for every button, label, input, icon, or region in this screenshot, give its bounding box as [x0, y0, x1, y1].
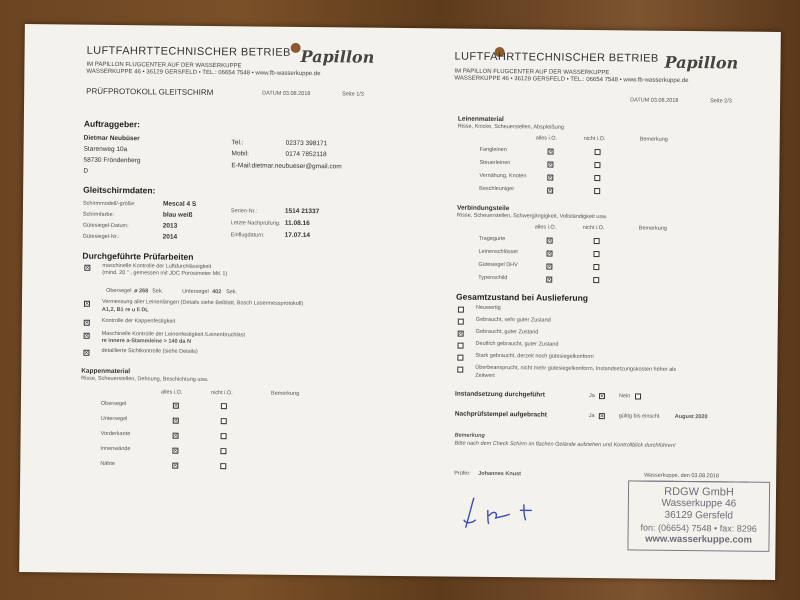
lower-value: 402: [212, 289, 222, 296]
model-value: Mescal 4 S: [162, 200, 197, 208]
col-remark: Bemerkung: [639, 136, 668, 143]
tel-value: 02373 398171: [285, 139, 328, 148]
stamp-yes-box[interactable]: ×: [599, 413, 604, 421]
lines-row-label: Vernähung, Knoten: [479, 172, 527, 180]
condition-heading: Gesamtzustand bei Auslieferung: [456, 291, 589, 303]
condition-box[interactable]: [458, 307, 464, 313]
nok-box[interactable]: [595, 149, 601, 155]
check-box[interactable]: ×: [84, 349, 89, 357]
nok-box[interactable]: [221, 403, 227, 409]
lines-row-label: Fangleinen: [479, 146, 507, 154]
check-box[interactable]: ×: [84, 319, 89, 327]
col-remark: Bemerkung: [271, 390, 300, 397]
canopy-row-label: Innenwände: [100, 445, 131, 453]
unit-label: Sek.: [226, 289, 238, 296]
client-heading: Auftraggeber:: [83, 118, 141, 130]
repair-no-box[interactable]: [635, 393, 641, 399]
condition-item: Überbeansprucht, nicht mehr gütesiegelkonform, Instandsetzungskosten höher als: [475, 364, 677, 373]
remark-heading: Bemerkung: [454, 432, 485, 439]
page-number: Seite 2/3: [710, 98, 732, 105]
repair-yes-label: Ja: [588, 392, 595, 400]
papillon-logo: Papillon: [664, 52, 739, 73]
client-name: Dietmar Neubüser: [83, 134, 140, 143]
glider-heading: Gleitschirmdaten:: [83, 184, 156, 196]
serial-value: 1514 21337: [284, 207, 320, 216]
color-label: Schirmfarbe:: [82, 211, 115, 219]
col-nok: nicht i.O.: [583, 135, 606, 143]
lines-subtitle: Risse, Knicke, Scheuerstellen, Abspleißung: [457, 123, 564, 131]
ok-box[interactable]: ×: [173, 447, 178, 455]
client-street: Starenweg 10a: [83, 145, 128, 154]
ok-box[interactable]: ×: [173, 462, 178, 470]
canopy-heading: Kappenmaterial: [81, 367, 131, 376]
check-box[interactable]: ×: [85, 264, 90, 272]
papillon-logo: Papillon: [300, 46, 375, 67]
nok-box[interactable]: [593, 251, 599, 257]
flight-date-value: 17.07.14: [284, 231, 311, 240]
color-value: blau weiß: [162, 211, 193, 219]
stamp-line-2: Wasserkuppe 46: [661, 497, 737, 510]
company-sub1: IM PAPILLON FLUGCENTER AUF DER WASSERKUPPE: [86, 61, 242, 70]
condition-box[interactable]: [458, 319, 464, 325]
condition-item: Gebraucht, guter Zustand: [475, 328, 539, 336]
col-ok: alles i.O.: [535, 135, 558, 142]
flight-date-label: Einflugdatum:: [230, 232, 265, 239]
last-check-label: Letzte Nachprüfung:: [230, 220, 281, 227]
nok-box[interactable]: [594, 162, 600, 168]
nok-box[interactable]: [594, 175, 600, 181]
nok-box[interactable]: [221, 433, 227, 439]
company-sub2: WASSERKUPPE 46 • 36129 GERSFELD • TEL.: 06654 7548 • www.fb-wasserkuppe.de: [454, 75, 689, 85]
col-remark: Bemerkung: [638, 225, 667, 232]
condition-box[interactable]: [458, 343, 464, 349]
page-2: [397, 28, 781, 580]
condition-box[interactable]: [457, 355, 463, 361]
connector-row-label: Typenschild: [478, 274, 508, 282]
company-sub1: IM PAPILLON FLUGCENTER AUF DER WASSERKUPPE: [454, 68, 610, 77]
connector-row-label: Leinenschlösser: [478, 248, 519, 256]
col-ok: alles i.O.: [161, 389, 183, 396]
condition-item: Neuwertig: [475, 304, 501, 312]
company-sub2: WASSERKUPPE 46 • 36129 GERSFELD • TEL.: 06654 7548 • www.fb-wasserkuppe.de: [86, 68, 321, 78]
check-item-text: Maschinelle Kontrolle der Leinenfestigkeit /Leinenbruchlast: [101, 330, 246, 339]
email-value: E-Mail:dietmar.neubueser@gmail.com: [231, 162, 342, 171]
mobile-label: Mobil:: [231, 150, 249, 158]
nok-box[interactable]: [221, 418, 227, 424]
valid-until-label: gültig bis einschl.: [618, 413, 661, 420]
seal-date-value: 2013: [162, 222, 178, 230]
protocol-sheet: [19, 24, 781, 580]
stamp-line-3: 36129 Gersfeld: [664, 509, 734, 522]
nok-box[interactable]: [593, 264, 599, 270]
ok-box[interactable]: ×: [173, 417, 178, 425]
condition-item: Deutlich gebraucht, guter Zustand: [475, 340, 559, 348]
condition-extra: Zeitwert: [475, 372, 495, 379]
condition-item: Gebraucht, sehr guter Zustand: [475, 316, 551, 324]
company-name: LUFTFAHRTTECHNISCHER BETRIEB: [454, 50, 659, 65]
company-stamp: [627, 480, 770, 551]
ok-box[interactable]: ×: [548, 148, 553, 156]
check-item-text: Kontrolle der Kappenfestigkeit: [101, 317, 176, 325]
canopy-row-label: Obersegel: [100, 400, 127, 408]
connectors-subtitle: Risse, Scheuerstellen, Schwergängigkeit, Vollständigkeit usw.: [456, 212, 608, 221]
stamp-line-4: fon: (06654) 7548 • fax: 8296: [640, 522, 757, 534]
check-item-detail: A1,2, B1 re u li DL: [101, 306, 149, 314]
lower-label: Untersegel: [182, 288, 209, 295]
ok-box[interactable]: ×: [547, 237, 552, 245]
page-1: [19, 24, 403, 576]
mobile-value: 0174 7852118: [285, 150, 327, 159]
seal-nr-label: Gütesiegel-Nr.:: [82, 233, 120, 241]
connectors-heading: Verbindungsteile: [456, 204, 510, 213]
punch-hole: [291, 43, 301, 53]
connector-row-label: Tragegurte: [478, 235, 506, 243]
check-item-text: Vermessung aller Leinenlängen (Details siehe Beiblatt, Bosch Lasermessprotokoll): [101, 298, 304, 307]
check-item-text: detaillierte Sichtkontrolle (siehe Details): [101, 347, 198, 355]
signature: [458, 494, 548, 540]
protocol-date: DATUM 03.08.2018: [630, 97, 679, 104]
examiner-label: Prüfer:: [454, 470, 471, 477]
repair-yes-box[interactable]: ×: [599, 393, 605, 401]
protocol-date: DATUM 03.08.2018: [262, 90, 311, 98]
col-ok: alles i.O.: [534, 224, 557, 231]
place-date: Wasserkuppe, den 03.08.2018: [644, 472, 719, 480]
stamp-yes-label: Ja: [588, 412, 595, 420]
col-nok: nicht i.O.: [582, 224, 605, 232]
company-name: LUFTFAHRTTECHNISCHER BETRIEB: [86, 44, 291, 59]
nok-box[interactable]: [593, 277, 599, 283]
ok-box[interactable]: ×: [173, 432, 178, 440]
protocol-title: PRÜFPROTOKOLL GLEITSCHIRM: [86, 86, 214, 98]
client-country: D: [83, 167, 89, 175]
condition-item: Stark gebraucht, derzeit noch gütesiegelkonform: [475, 352, 594, 361]
remark-text: Bitte nach dem Check Schirm im flachen Gelände aufziehen und Kontrollblick durchführen!: [454, 440, 676, 449]
stamp-line-5: www.wasserkuppe.com: [645, 533, 752, 546]
connector-row-label: Gütesiegel DHV: [478, 261, 518, 269]
lines-row-label: Steuerleinen: [479, 159, 511, 167]
ok-box[interactable]: ×: [548, 174, 553, 182]
model-label: Schirmmodell/-größe:: [82, 200, 136, 208]
seal-date-label: Gütesiegel-Datum:: [82, 222, 129, 230]
valid-until-date: August 2020: [674, 413, 708, 421]
last-check-value: 11.08.16: [284, 219, 310, 228]
seal-nr-value: 2014: [162, 233, 178, 241]
upper-value: ø 268: [134, 288, 149, 295]
nok-box[interactable]: [220, 448, 226, 454]
canopy-row-label: Nähte: [100, 460, 116, 468]
check-box[interactable]: ×: [84, 300, 90, 308]
ok-box[interactable]: ×: [547, 276, 552, 284]
ok-box[interactable]: ×: [547, 250, 552, 258]
unit-label: Sek.: [152, 288, 164, 295]
serial-label: Serien-Nr.:: [230, 208, 258, 215]
check-box[interactable]: ×: [84, 332, 89, 340]
checks-heading: Durchgeführte Prüfarbeiten: [82, 250, 194, 262]
lines-row-label: Beschleuniger: [479, 185, 515, 193]
canopy-row-label: Untersegel: [100, 415, 128, 423]
page-number: Seite 1/3: [342, 91, 364, 98]
nok-box[interactable]: [594, 238, 600, 244]
condition-box[interactable]: [457, 367, 463, 373]
check-item-text: maschinelle Kontrolle der Luftdurchlässigkeit: [102, 262, 212, 271]
ok-box[interactable]: ×: [548, 187, 553, 195]
condition-box[interactable]: ×: [458, 330, 463, 338]
stamp-label: Nachprüfstempel aufgebracht: [454, 410, 547, 419]
nok-box[interactable]: [594, 188, 600, 194]
check-item-detail: re innere a-Stammleine > 140 da N: [101, 337, 192, 345]
lines-heading: Leinenmaterial: [457, 115, 504, 124]
ok-box[interactable]: ×: [548, 161, 553, 169]
ok-box[interactable]: ×: [547, 263, 552, 271]
examiner-name: Johannes Knust: [478, 470, 522, 478]
stamp-line-1: RDGW GmbH: [664, 485, 734, 499]
ok-box[interactable]: ×: [173, 402, 179, 410]
upper-label: Obersegel: [106, 287, 132, 295]
nok-box[interactable]: [220, 463, 226, 469]
repair-label: Instandsetzung durchgeführt: [455, 390, 545, 399]
canopy-subtitle: Risse, Scheuerstellen, Dehnung, Beschichtung usw.: [81, 375, 209, 383]
repair-no-label: Nein: [618, 393, 631, 400]
check-item-detail: (mind. 20 '' , gemessen mit JDC Porosimeter MK 1): [102, 269, 228, 278]
canopy-row-label: Vorderkante: [100, 430, 131, 438]
client-city: 58730 Fröndenberg: [83, 156, 141, 165]
col-nok: nicht i.O.: [211, 390, 233, 397]
tel-label: Tel.:: [231, 139, 244, 147]
